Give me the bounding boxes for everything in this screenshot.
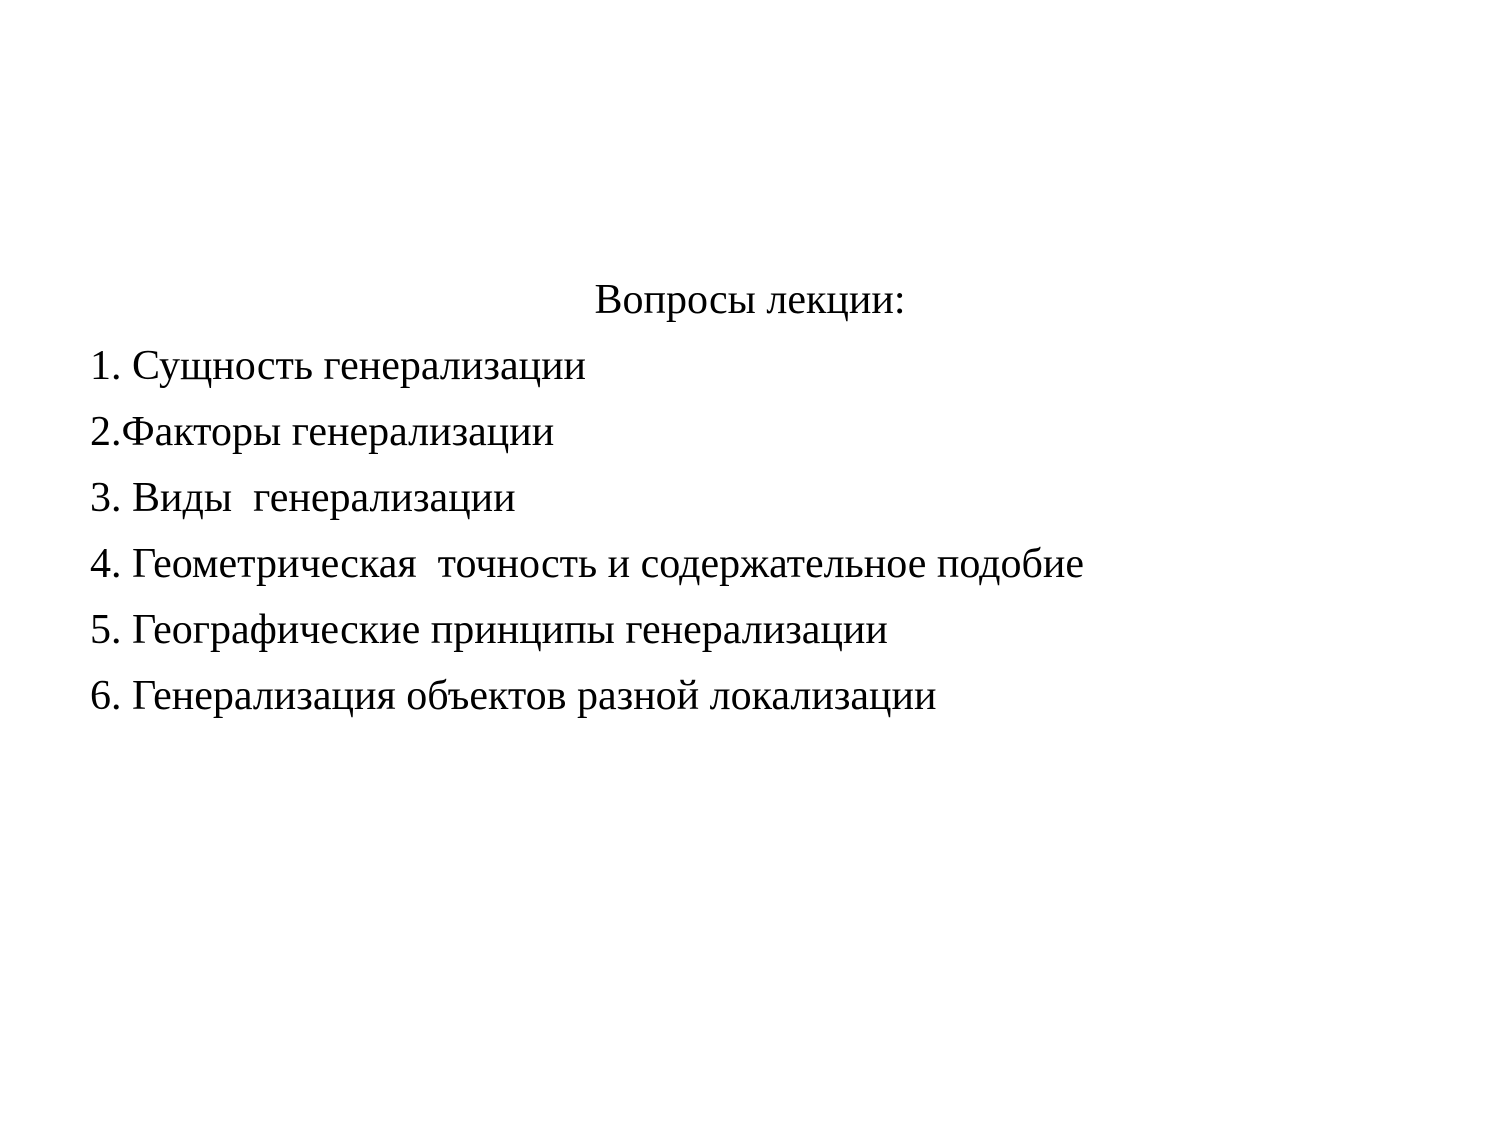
question-item-3: 3. Виды генерализации [90,475,516,521]
question-list [90,338,1084,734]
slide-title: Вопросы лекции: [594,277,906,323]
question-item-4: 4. Геометрическая точность и содержательное подобие [90,541,1085,587]
question-item-2: 2.Факторы генерализации [90,409,555,455]
question-item-1: 1. Сущность генерализации [90,343,587,389]
question-item-5: 5. Географические принципы генерализации [90,607,888,653]
question-item-6: 6. Генерализация объектов разной локализации [90,673,937,719]
